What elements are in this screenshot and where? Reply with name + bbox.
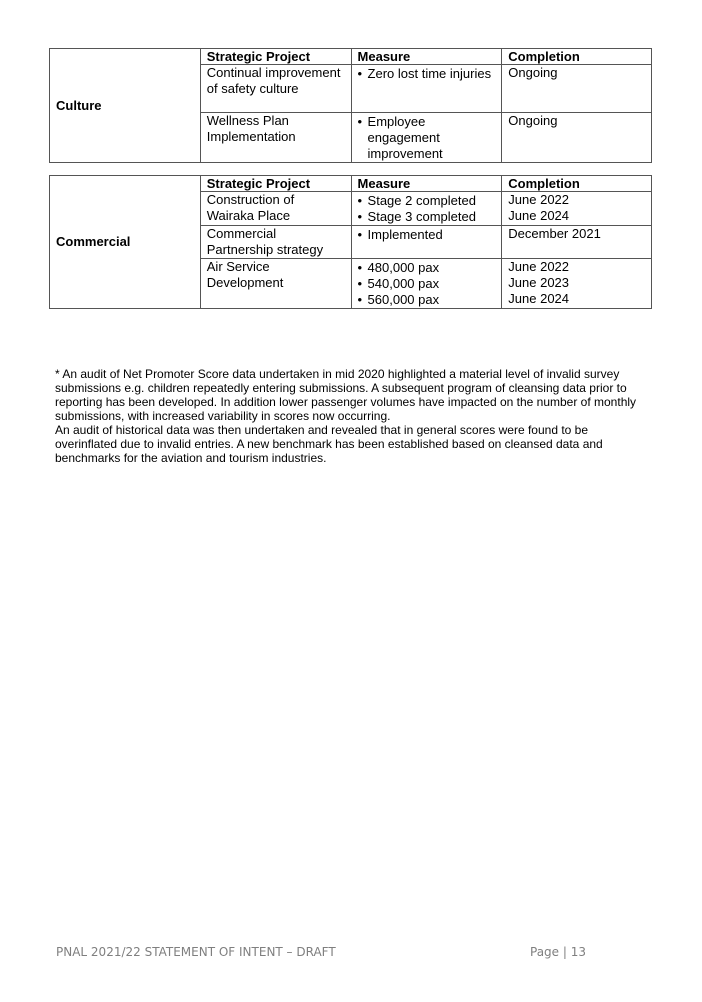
header-strategic-project: Strategic Project [200,176,351,192]
completion-cell: Ongoing [502,113,652,163]
completion-date: June 2024 [508,291,570,306]
header-measure: Measure [351,49,502,65]
measure-item: • Stage 2 completed [358,193,496,209]
footnote [55,367,645,465]
completion-cell: Ongoing [502,65,652,113]
footnote-paragraph: An audit of historical data was then undertaken and revealed that in general scores were found to be overinflated due to invalid entries. A new benchmark has been established based on cleansed data and benchmarks for the aviation and tourism industries. [55,423,603,465]
document-title: PNAL 2021/22 STATEMENT OF INTENT – DRAFT [56,945,336,959]
area-label-commercial: Commercial [50,176,201,309]
table-header-row [50,176,652,192]
measure-item: • Implemented [358,227,496,243]
header-strategic-project: Strategic Project [200,49,351,65]
measure-item: • 560,000 pax [358,292,496,308]
measure-item: • Employee engagement improvement [358,114,496,162]
measure-cell [351,259,502,309]
project-cell: Air Service Development [200,259,351,309]
header-completion: Completion [502,176,652,192]
culture-table [49,48,652,163]
completion-date: June 2022 [508,259,570,274]
commercial-table [49,175,652,309]
completion-date: June 2022 [508,192,570,207]
measure-item: • 540,000 pax [358,276,496,292]
footnote-paragraph: * An audit of Net Promoter Score data undertaken in mid 2020 highlighted a material level of invalid survey submissions e.g. children repeatedly entering submissions. A subsequent program of cleansing data prior to reporting has been developed. In addition lower passenger volumes have impacted on the number of monthly submissions, with increased variability in scores now occurring. [55,367,637,423]
table-header-row [50,49,652,65]
project-cell: Construction of Wairaka Place [200,192,351,226]
completion-cell [502,259,652,309]
measure-item: • Zero lost time injuries [358,66,496,82]
completion-cell: December 2021 [502,226,652,259]
project-cell: Wellness Plan Implementation [200,113,351,163]
completion-date: June 2023 [508,275,570,290]
project-cell: Commercial Partnership strategy [200,226,351,259]
measure-cell [351,65,502,113]
measure-cell [351,192,502,226]
measure-item: • Stage 3 completed [358,209,496,225]
header-completion: Completion [502,49,652,65]
area-label-culture: Culture [50,49,201,163]
completion-cell [502,192,652,226]
header-measure: Measure [351,176,502,192]
page-number: Page | 13 [530,945,586,959]
measure-cell [351,226,502,259]
measure-item: • 480,000 pax [358,260,496,276]
completion-date: June 2024 [508,208,570,223]
measure-cell [351,113,502,163]
project-cell: Continual improvement of safety culture [200,65,351,113]
